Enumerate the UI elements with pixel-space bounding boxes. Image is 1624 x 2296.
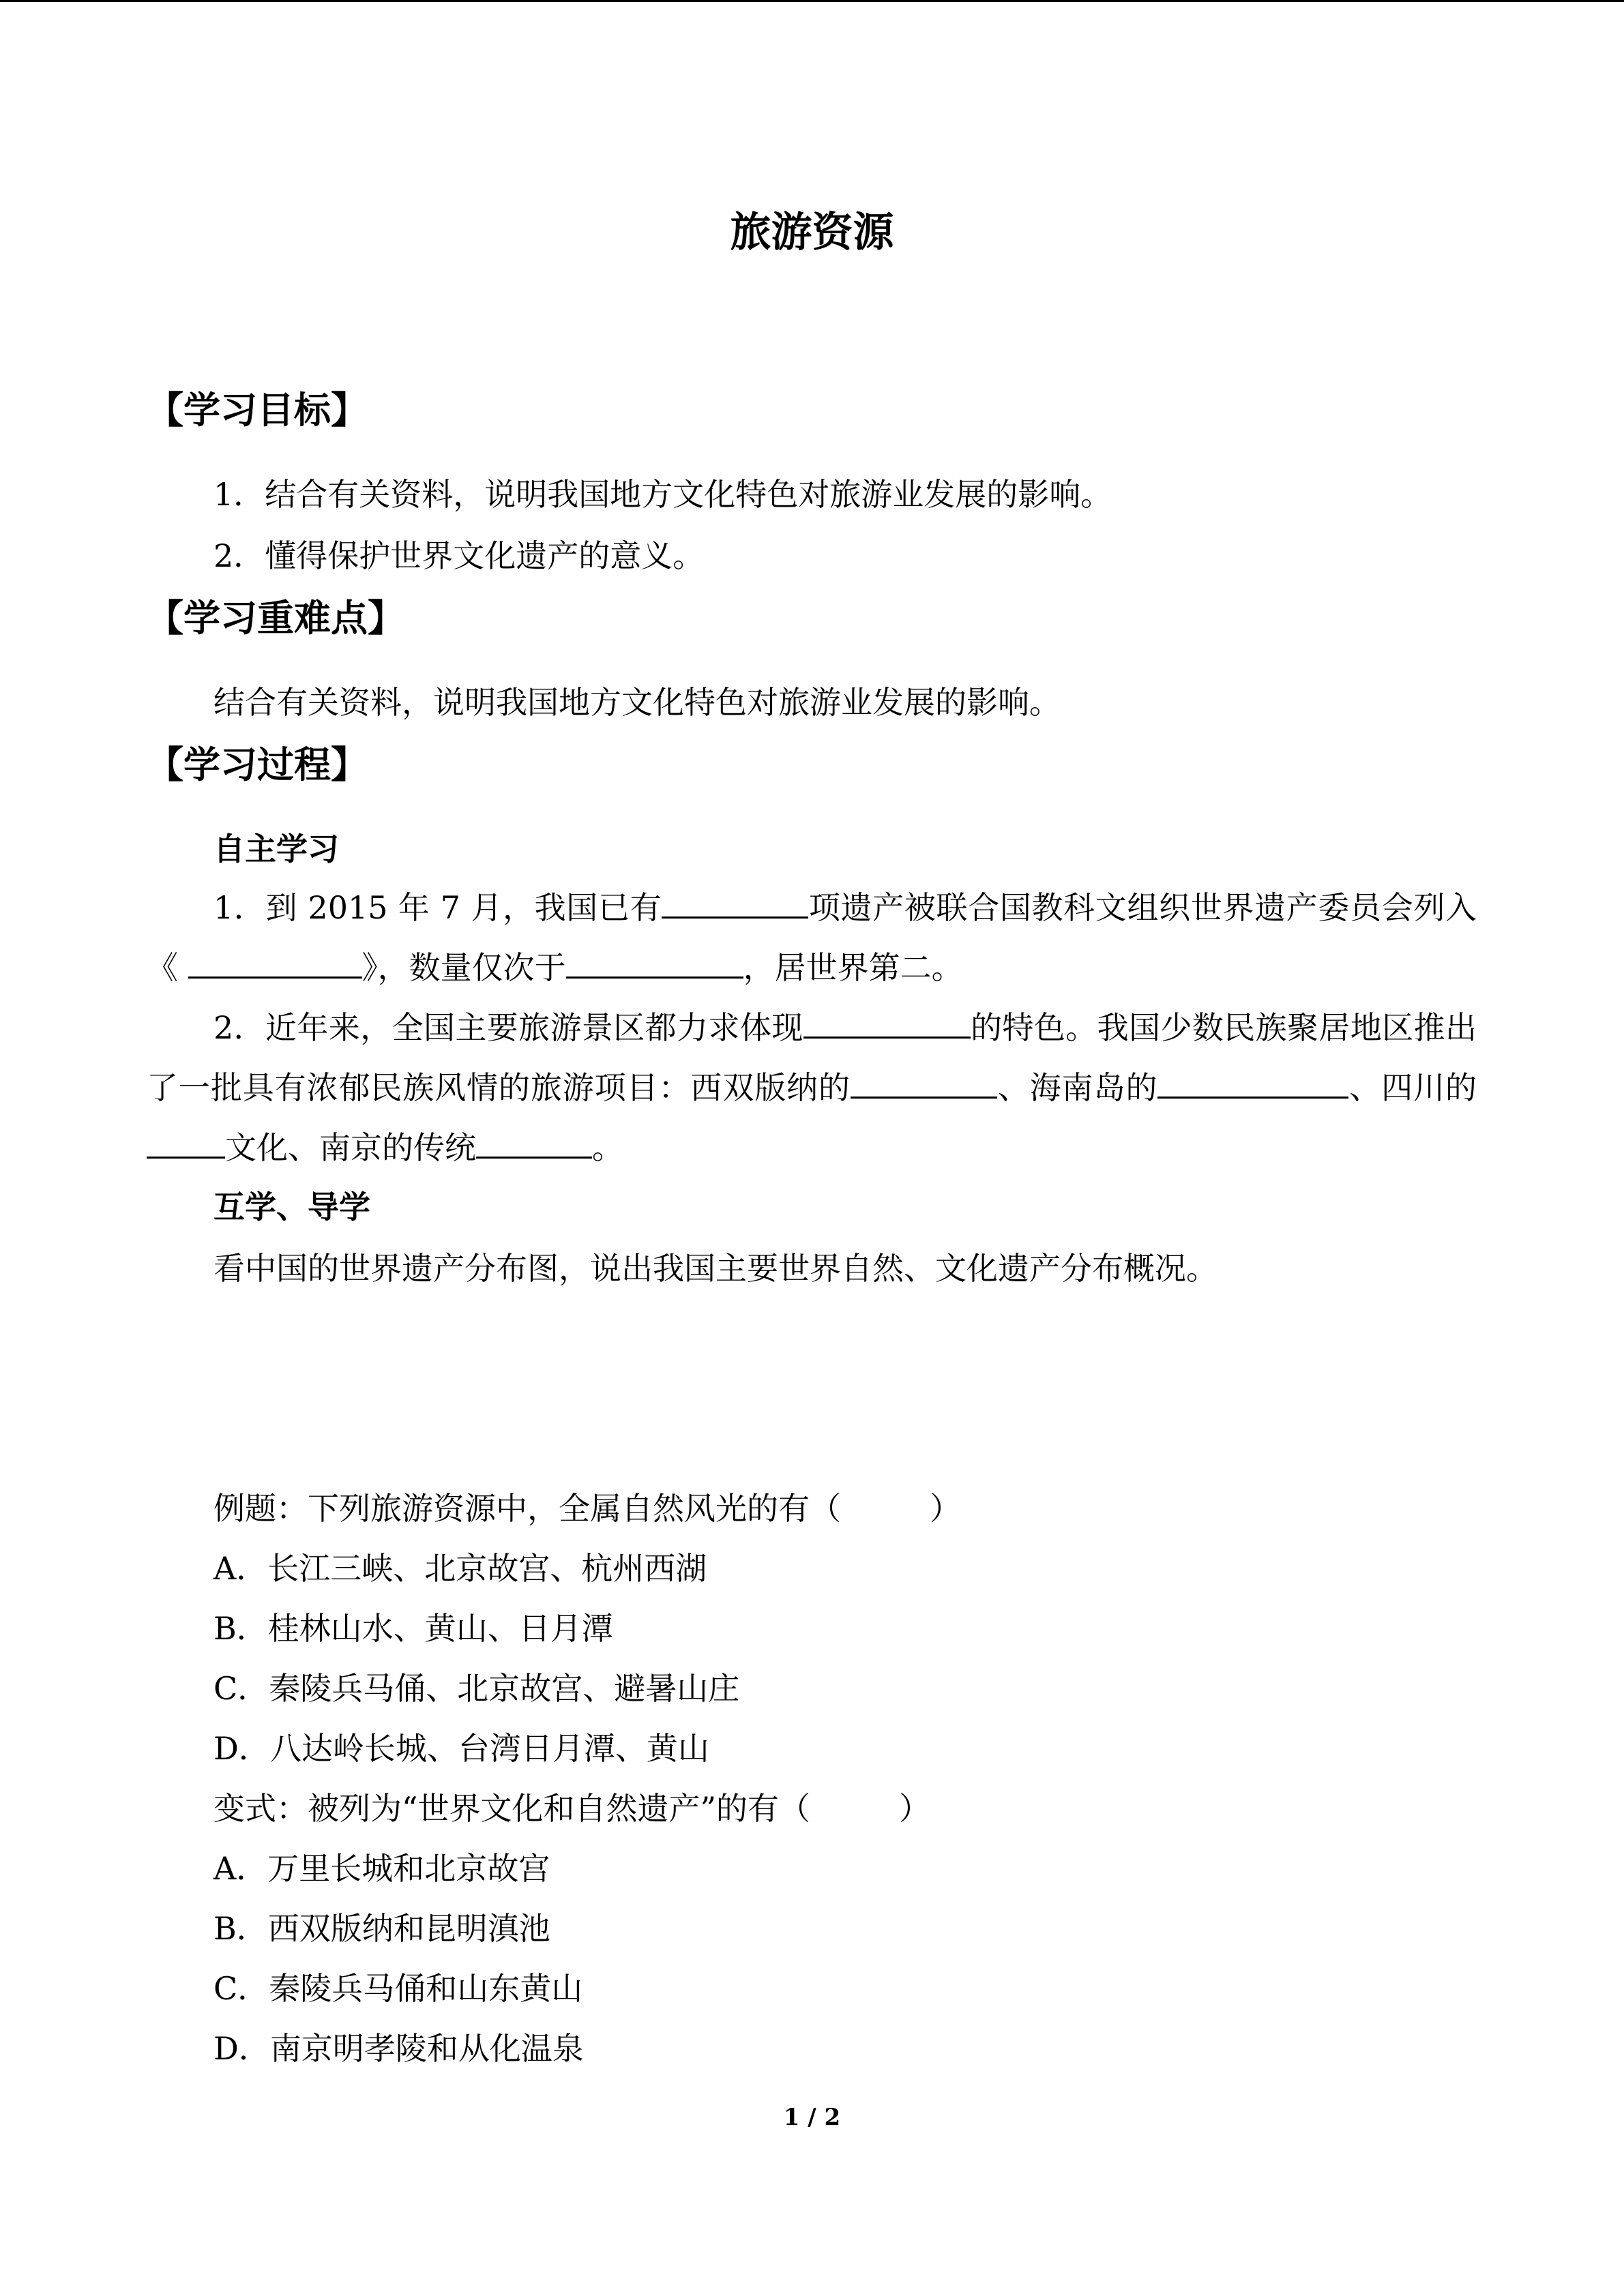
mutual-study-text: 看中国的世界遗产分布图，说出我国主要世界自然、文化遗产分布概况。: [213, 1250, 1217, 1287]
fill-blank: [662, 889, 808, 919]
variant-option-d: D．南京明孝陵和从化温泉: [213, 2030, 584, 2067]
example-option-a: A．长江三峡、北京故宫、杭州西湖: [213, 1550, 707, 1587]
mutual-study-label: 互学、导学: [213, 1189, 370, 1225]
fill-blank: [188, 949, 362, 979]
objective-item-1: 1．结合有关资料，说明我国地方文化特色对旅游业发展的影响。: [213, 476, 1112, 513]
objectives-heading: 【学习目标】: [147, 389, 368, 432]
page-title: 旅游资源: [730, 209, 894, 256]
key-points-text: 结合有关资料，说明我国地方文化特色对旅游业发展的影响。: [213, 684, 1061, 721]
fill-blank: [147, 1129, 225, 1159]
fill-blank: [566, 949, 743, 979]
page-number: 1 / 2: [783, 2104, 841, 2131]
fill-blank: [851, 1069, 997, 1099]
key-points-heading: 【学习重难点】: [147, 597, 404, 640]
example-option-b: B．桂林山水、黄山、日月潭: [213, 1610, 613, 1647]
variant-option-c: C．秦陵兵马俑和山东黄山: [213, 1970, 583, 2007]
top-rule: [0, 0, 1624, 2]
example-stem: 例题：下列旅游资源中，全属自然风光的有（ ）: [213, 1490, 961, 1527]
fill-blank: [476, 1129, 592, 1159]
process-heading: 【学习过程】: [147, 743, 368, 786]
self-study-question-1: 1．到 2015 年 7 月，我国已有 项遗产被联合国教科文组织世界遗产委员会列入《 》，数量仅次于 ，居世界第二。: [147, 889, 1477, 986]
example-option-c: C．秦陵兵马俑、北京故宫、避暑山庄: [213, 1670, 740, 1707]
objective-item-2: 2．懂得保护世界文化遗产的意义。: [213, 537, 705, 574]
variant-option-b: B．西双版纳和昆明滇池: [213, 1910, 550, 1947]
fill-blank: [803, 1009, 971, 1039]
self-study-label: 自主学习: [213, 831, 339, 867]
fill-blank: [1157, 1069, 1348, 1099]
variant-option-a: A．万里长城和北京故宫: [213, 1850, 550, 1887]
variant-stem: 变式：被列为“世界文化和自然遗产”的有（ ）: [213, 1790, 931, 1827]
self-study-question-2: 2．近年来，全国主要旅游景区都力求体现 的特色。我国少数民族聚居地区推出了一批具有浓郁民族风情的旅游项目：西双版纳的 、海南岛的 、四川的文化、南京的传统 。: [147, 1009, 1477, 1166]
example-option-d: D．八达岭长城、台湾日月潭、黄山: [213, 1730, 709, 1767]
